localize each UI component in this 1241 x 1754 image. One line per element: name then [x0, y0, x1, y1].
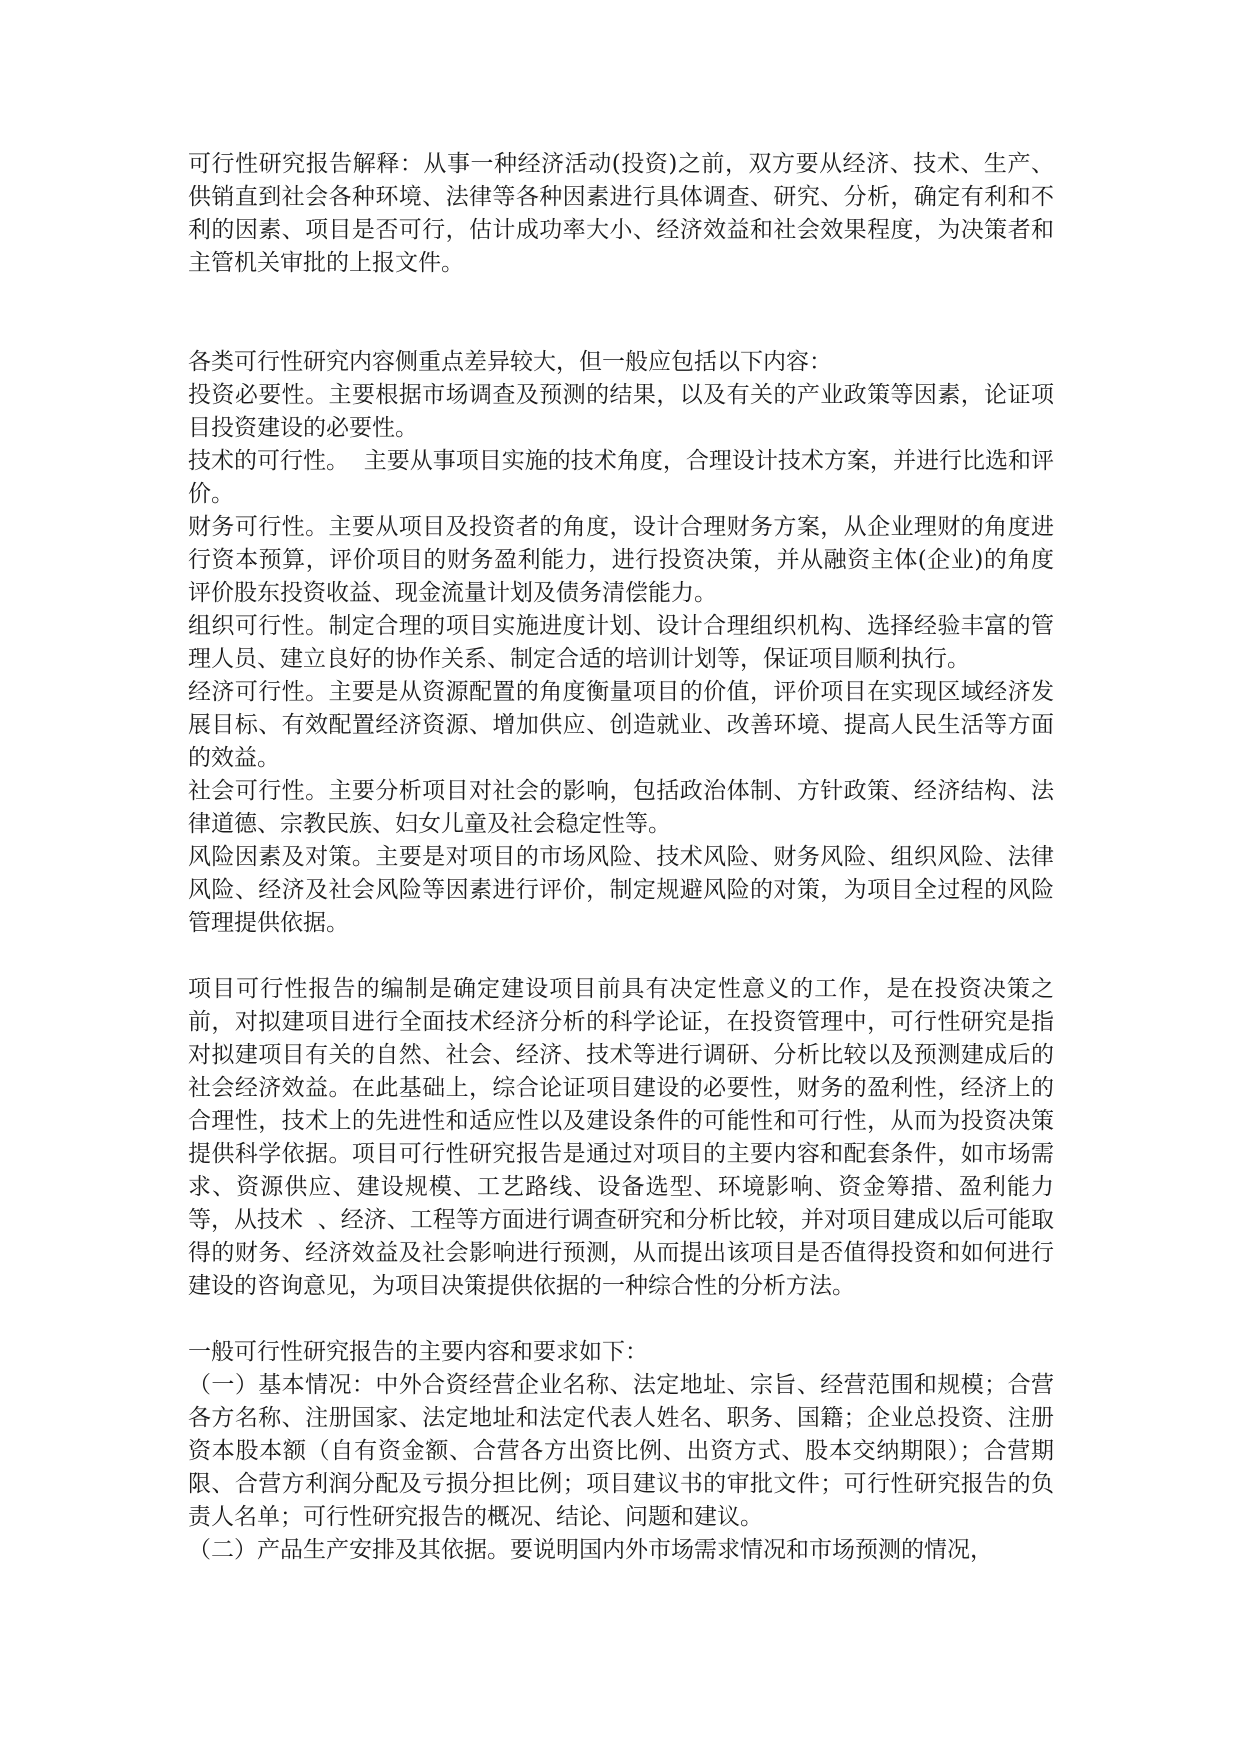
- content-item-technical: 技术的可行性。 主要从事项目实施的技术角度，合理设计技术方案，并进行比选和评价。: [188, 448, 1054, 507]
- requirements-intro: 一般可行性研究报告的主要内容和要求如下：: [188, 1339, 648, 1365]
- content-item-risk: 风险因素及对策。主要是对项目的市场风险、技术风险、财务风险、组织风险、法律风险、经济及社会风险等因素进行评价，制定规避风险的对策，为项目全过程的风险管理提供依据。: [188, 844, 1054, 936]
- requirements-item-production: （二）产品生产安排及其依据。要说明国内外市场需求情况和市场预测的情况，: [188, 1537, 993, 1563]
- content-intro: 各类可行性研究内容侧重点差异较大，但一般应包括以下内容：: [188, 349, 832, 375]
- section-gap: [188, 280, 1054, 346]
- definition-paragraph: 可行性研究报告解释：从事一种经济活动(投资)之前，双方要从经济、技术、生产、供销直到社会各种环境、法律等各种因素进行具体调查、研究、分析，确定有利和不利的因素、项目是否可行，估计成功率大小、经济效益和社会效果程度，为决策者和主管机关审批的上报文件。: [188, 151, 1054, 276]
- content-item-social: 社会可行性。主要分析项目对社会的影响，包括政治体制、方针政策、经济结构、法律道德、宗教民族、妇女儿童及社会稳定性等。: [188, 778, 1054, 837]
- requirements-item-basic: （一）基本情况：中外合资经营企业名称、法定地址、宗旨、经营范围和规模；合营各方名称、注册国家、法定地址和法定代表人姓名、职务、国籍；企业总投资、注册资本股本额（自有资金额、合营各方出资比例、出资方式、股本交纳期限）；合营期限、合营方利润分配及亏损分担比例；项目建议书的审批文件；可行性研究报告的负责人名单；可行性研究报告的概况、结论、问题和建议。: [188, 1372, 1054, 1530]
- document-body: [188, 148, 1054, 1567]
- content-item-necessity: 投资必要性。主要根据市场调查及预测的结果，以及有关的产业政策等因素，论证项目投资建设的必要性。: [188, 382, 1054, 441]
- section-gap: [188, 1303, 1054, 1336]
- content-item-economic: 经济可行性。主要是从资源配置的角度衡量项目的价值，评价项目在实现区域经济发展目标、有效配置经济资源、增加供应、创造就业、改善环境、提高人民生活等方面的效益。: [188, 679, 1054, 771]
- section-gap: [188, 940, 1054, 973]
- content-item-organizational: 组织可行性。制定合理的项目实施进度计划、设计合理组织机构、选择经验丰富的管理人员、建立良好的协作关系、制定合适的培训计划等，保证项目顺利执行。: [188, 613, 1054, 672]
- compilation-paragraph: 项目可行性报告的编制是确定建设项目前具有决定性意义的工作，是在投资决策之前，对拟建项目进行全面技术经济分析的科学论证，在投资管理中，可行性研究是指对拟建项目有关的自然、社会、经济、技术等进行调研、分析比较以及预测建成后的社会经济效益。在此基础上，综合论证项目建设的必要性，财务的盈利性，经济上的合理性，技术上的先进性和适应性以及建设条件的可能性和可行性，从而为投资决策提供科学依据。项目可行性研究报告是通过对项目的主要内容和配套条件，如市场需求、资源供应、建设规模、工艺路线、设备选型、环境影响、资金筹措、盈利能力等，从技术 、经济、工程等方面进行调查研究和分析比较，并对项目建成以后可能取得的财务、经济效益及社会影响进行预测，从而提出该项目是否值得投资和如何进行建设的咨询意见，为项目决策提供依据的一种综合性的分析方法。: [188, 976, 1054, 1299]
- content-item-financial: 财务可行性。主要从项目及投资者的角度，设计合理财务方案，从企业理财的角度进行资本预算，评价项目的财务盈利能力，进行投资决策，并从融资主体(企业)的角度评价股东投资收益、现金流量计划及债务清偿能力。: [188, 514, 1054, 606]
